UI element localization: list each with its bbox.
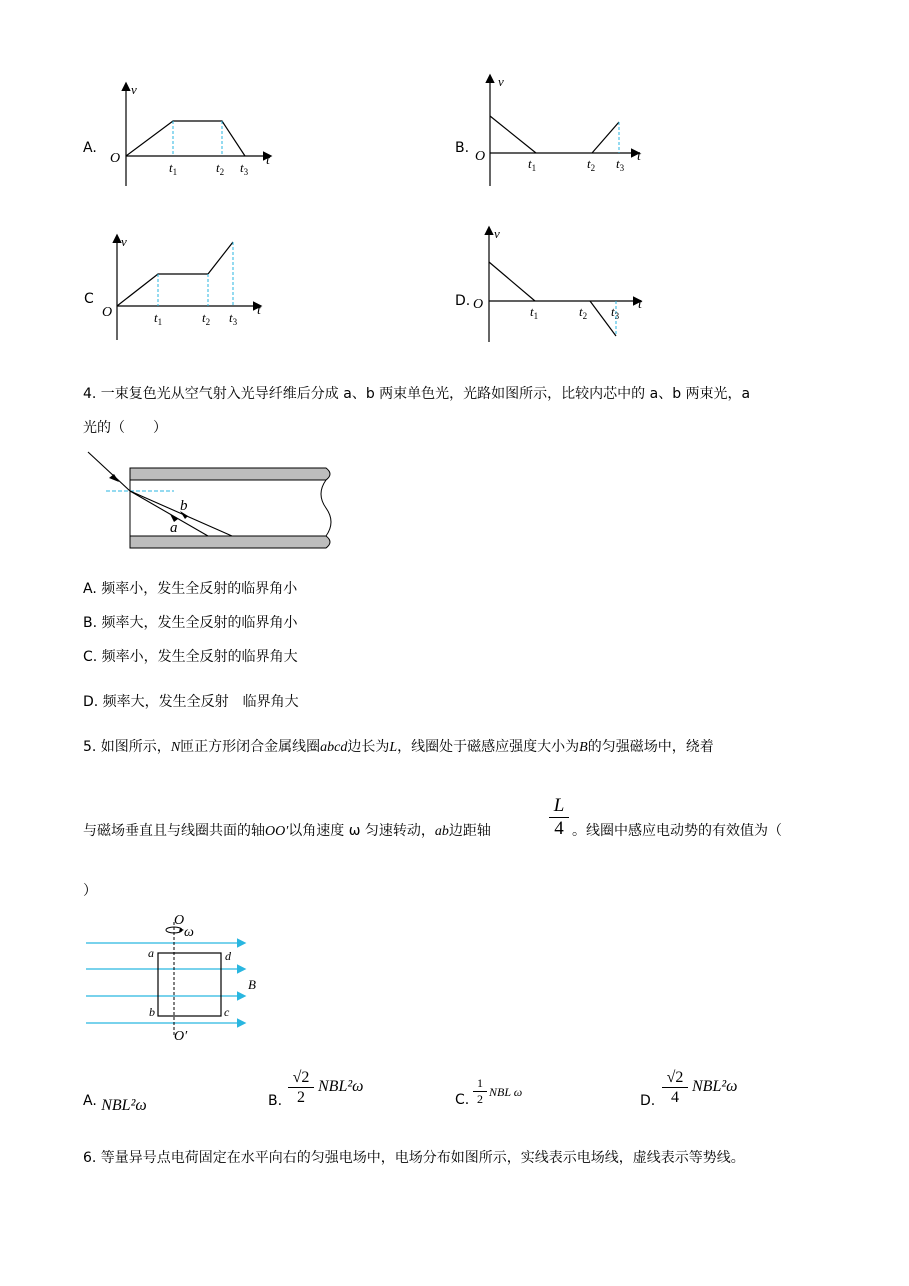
q5-stem-line2: 与磁场垂直且与线圈共面的轴OO′以角速度 ω 匀速转动，ab边距轴 (83, 823, 491, 839)
axis-v: v (131, 82, 137, 97)
q4-option-c[interactable]: C. 频率小，发生全反射的临界角大 (83, 649, 298, 665)
graph-a (100, 78, 280, 188)
q4-option-d[interactable]: D. 频率大，发生全反射 临界角大 (83, 694, 299, 710)
option-d-label: D. (455, 293, 471, 309)
option-b-label: B. (455, 140, 470, 156)
graph-d (470, 222, 650, 344)
svg-text:v: v (121, 234, 127, 249)
svg-text:t3: $t_3$ (616, 156, 625, 173)
axis-o2-label: O′ (174, 1029, 188, 1044)
svg-text:t2: $t_2$ (216, 160, 225, 177)
svg-text:b: b (149, 1005, 155, 1019)
option-a-label: A. (83, 140, 97, 156)
svg-text:t1: $t_1$ (528, 156, 537, 173)
field-b-label: B (248, 977, 256, 992)
q6-stem: 6. 等量异号点电荷固定在水平向右的匀强电场中，电场分布如图所示，实线表示电场线，虚线表示等势线。 (83, 1150, 745, 1166)
svg-text:O: O (475, 149, 486, 164)
q4-option-a[interactable]: A. 频率小，发生全反射的临界角小 (83, 581, 298, 597)
q4-option-b[interactable]: B. 频率大，发生全反射的临界角小 (83, 615, 298, 631)
svg-text:O: O (102, 305, 113, 320)
svg-text:t3: $t_3$ (229, 310, 238, 327)
q4-stem-line2: 光的（ ） (83, 420, 167, 436)
svg-text:t1: $t_1$ (169, 160, 178, 177)
q5-option-a[interactable]: A. NBL²ω (83, 1093, 147, 1114)
svg-text:t2: $t_2$ (579, 304, 588, 321)
svg-text:t3: $t_3$ (611, 304, 620, 321)
q5-stem-line3: ） (83, 883, 97, 899)
svg-text:a: a (148, 946, 154, 960)
svg-text:v: v (494, 226, 500, 241)
svg-text:t3: $t_3$ (240, 160, 249, 177)
svg-text:d: d (225, 949, 231, 963)
coil-figure (84, 908, 274, 1046)
svg-text:O: O (473, 297, 484, 312)
q4-stem-line1: 4. 一束复色光从空气射入光导纤维后分成 a、b 两束单色光，光路如图所示，比较内芯中的 a、b 两束光，a (83, 386, 751, 402)
svg-text:v: v (498, 74, 504, 89)
svg-text:t: t (638, 297, 642, 312)
graph-c (100, 230, 270, 342)
svg-text:t1: $t_1$ (154, 310, 163, 327)
q5-stem-line1: 5. 如图所示，N匝正方形闭合金属线圈abcd边长为L，线圈处于磁感应强度大小为B的匀强磁场中，绕着 (83, 739, 714, 755)
option-c-label: C (84, 291, 94, 307)
axis-o-label: O (174, 913, 185, 928)
svg-text:t: t (257, 303, 261, 318)
ray-a-label: a (170, 520, 178, 536)
q5-fraction: L 4 (549, 795, 569, 840)
origin: O (110, 151, 121, 166)
omega-label: ω (184, 925, 194, 940)
axis-t: t (266, 153, 270, 168)
ray-b-label: b (180, 498, 188, 514)
graph-b (470, 70, 650, 188)
svg-text:c: c (224, 1005, 230, 1019)
q5-stem-line2-end: 。线圈中感应电动势的有效值为（ (572, 823, 782, 839)
fiber-figure (84, 448, 340, 552)
svg-text:t2: $t_2$ (202, 310, 211, 327)
svg-text:t1: $t_1$ (530, 304, 539, 321)
svg-text:t: t (637, 149, 641, 164)
svg-text:t2: $t_2$ (587, 156, 596, 173)
